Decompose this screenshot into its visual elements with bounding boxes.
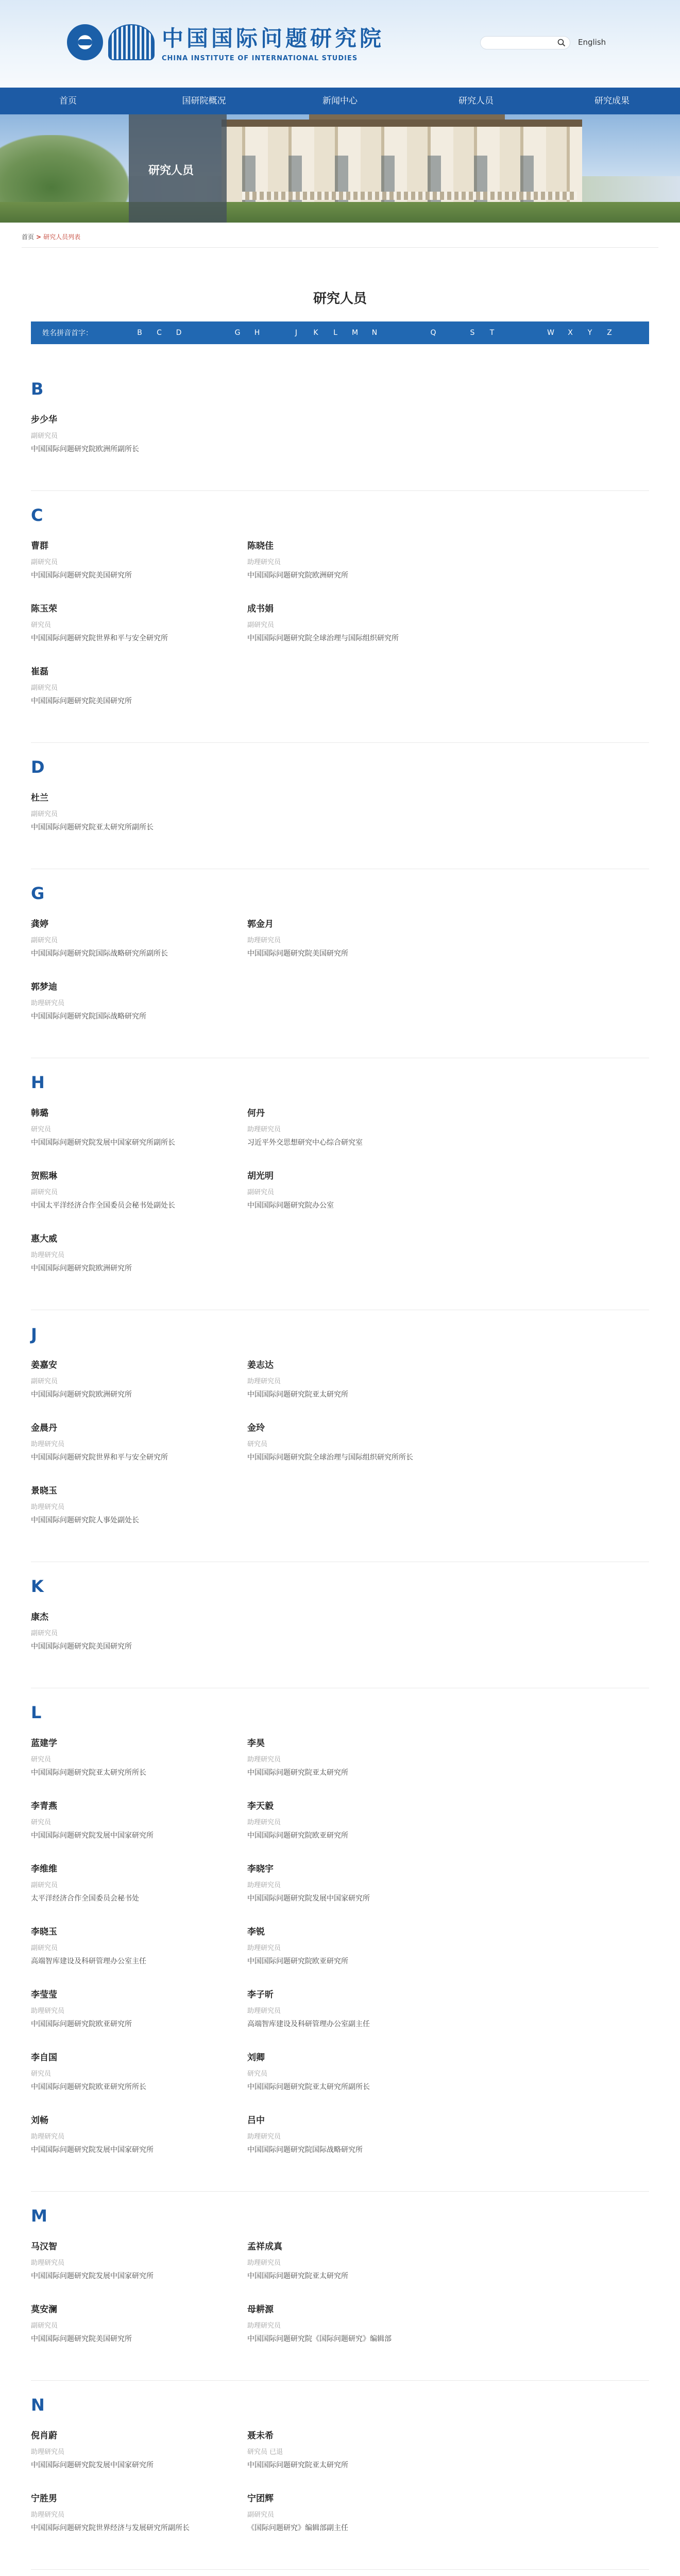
section-letter: C: [31, 505, 43, 525]
researcher-name[interactable]: 母耕源: [247, 2304, 274, 2315]
letter-section-h: [31, 1058, 649, 1310]
researcher-title: 助理研究员: [247, 2322, 281, 2330]
researcher-card[interactable]: [31, 538, 247, 581]
letter-section-m: [31, 2192, 649, 2381]
banner-title: 研究人员: [148, 164, 194, 177]
researcher-card[interactable]: [247, 1358, 464, 1400]
alphabet-letter-g[interactable]: G: [234, 329, 241, 337]
section-letter: M: [31, 2206, 47, 2226]
researcher-department: 中国国际问题研究院亚太研究所副所长: [247, 2083, 370, 2091]
researcher-name[interactable]: 惠大威: [31, 1234, 57, 1244]
researcher-title: 助理研究员: [31, 2511, 65, 2519]
researcher-department: 中国国际问题研究院亚太研究所: [247, 2461, 348, 2469]
researcher-department: 中国国际问题研究院国际战略研究所副所长: [31, 950, 168, 958]
alphabet-letter-h[interactable]: H: [254, 329, 260, 337]
researcher-title: 副研究员: [31, 1882, 58, 1889]
section-letter: H: [31, 1073, 45, 1092]
researcher-name[interactable]: 李晓玉: [31, 1927, 57, 1937]
researcher-card[interactable]: [247, 2113, 464, 2155]
researcher-department: 中国国际问题研究院美国研究所: [31, 2335, 132, 2343]
letter-section-b: [31, 365, 649, 491]
researcher-name[interactable]: 金晨丹: [31, 1423, 57, 1433]
nav-about[interactable]: 国研院概况: [182, 96, 226, 106]
alphabet-letter-s[interactable]: S: [470, 329, 475, 337]
researcher-card[interactable]: [31, 917, 247, 959]
letter-section-l: [31, 1688, 649, 2192]
logo-text-en: CHINA INSTITUTE OF INTERNATIONAL STUDIES: [162, 55, 358, 62]
letter-section-k: [31, 1562, 649, 1688]
researcher-name[interactable]: 崔磊: [31, 667, 48, 677]
researcher-title: 研究员: [31, 2070, 52, 2078]
researcher-department: 中国国际问题研究院发展中国家研究所副所长: [31, 1139, 175, 1147]
researcher-name[interactable]: 成书娟: [247, 604, 274, 614]
letter-section-j: [31, 1310, 649, 1562]
researcher-card[interactable]: [31, 412, 247, 454]
researcher-department: 中国国际问题研究院发展中国家研究所: [31, 2461, 154, 2469]
researcher-name[interactable]: 杜兰: [31, 793, 48, 803]
researcher-card[interactable]: [31, 601, 247, 643]
researcher-title: 助理研究员: [31, 1440, 65, 1448]
researcher-title: 副研究员: [31, 1189, 58, 1196]
researcher-title: 副研究员: [31, 432, 58, 440]
alphabet-letter-m[interactable]: M: [351, 329, 359, 337]
researcher-card[interactable]: [247, 1168, 464, 1211]
researcher-card[interactable]: [31, 2491, 247, 2533]
banner-image: [0, 114, 680, 223]
alphabet-letter-k[interactable]: K: [313, 329, 318, 337]
researcher-title: 助理研究员: [247, 937, 281, 944]
researcher-department: 中国国际问题研究院美国研究所: [31, 571, 132, 580]
researcher-department: 中国国际问题研究院亚太研究所所长: [31, 1769, 146, 1777]
researcher-name[interactable]: 李莹莹: [31, 1990, 57, 2000]
researcher-card[interactable]: [31, 979, 247, 1022]
researcher-title: 助理研究员: [31, 2259, 65, 2267]
alphabet-letter-n[interactable]: N: [371, 329, 378, 337]
researcher-card[interactable]: [31, 1106, 247, 1148]
researcher-name[interactable]: 刘卿: [247, 2053, 265, 2063]
researcher-title: 副研究员: [247, 2511, 275, 2519]
alphabet-letter-t[interactable]: T: [489, 329, 495, 337]
researcher-title: 副研究员: [31, 2322, 58, 2330]
researcher-title: 助理研究员: [247, 2133, 281, 2141]
alphabet-letter-z[interactable]: Z: [607, 329, 612, 337]
researcher-department: 中国国际问题研究院亚太研究所: [247, 2272, 348, 2280]
researcher-department: 中国国际问题研究院人事处副处长: [31, 1516, 139, 1524]
researcher-list: [31, 365, 649, 2576]
researcher-card[interactable]: [247, 917, 464, 959]
researcher-department: 中国国际问题研究院办公室: [247, 1201, 334, 1210]
researcher-department: 中国国际问题研究院国际战略研究所: [247, 2146, 363, 2154]
researcher-name[interactable]: 宁团辉: [247, 2494, 274, 2504]
researcher-department: 《国际问题研究》编辑部副主任: [247, 2524, 348, 2532]
researcher-department: 中国国际问题研究院欧洲所副所长: [31, 445, 139, 453]
researcher-title: 助理研究员: [247, 2259, 281, 2267]
researcher-department: 太平洋经济合作全国委员会秘书处: [31, 1894, 139, 1903]
researcher-title: 助理研究员: [247, 558, 281, 566]
researcher-card[interactable]: [31, 1924, 247, 1967]
researcher-department: 中国国际问题研究院发展中国家研究所: [31, 2272, 154, 2280]
researcher-department: 高端智库建设及科研管理办公室副主任: [247, 2020, 370, 2028]
main-nav: [0, 88, 680, 114]
letter-section-c: [31, 491, 649, 743]
researcher-title: 副研究员: [31, 810, 58, 818]
researcher-name[interactable]: 李子昕: [247, 1990, 274, 2000]
breadcrumb: [0, 232, 680, 242]
site-header: [0, 0, 680, 88]
researcher-card[interactable]: [247, 1420, 464, 1463]
researcher-card[interactable]: [247, 2428, 464, 2470]
section-letter: N: [31, 2395, 45, 2415]
researcher-card[interactable]: [247, 1106, 464, 1148]
banner-title-block: [129, 114, 227, 223]
researcher-name[interactable]: 郭梦迪: [31, 982, 57, 992]
researcher-card[interactable]: [31, 1231, 247, 1274]
section-letter: D: [31, 757, 45, 777]
researcher-title: 助理研究员: [31, 999, 65, 1007]
researcher-name[interactable]: 倪肖蔚: [31, 2431, 57, 2441]
breadcrumb-current: 研究人员列表: [43, 233, 81, 241]
alphabet-letter-l[interactable]: L: [333, 329, 337, 337]
section-letter: B: [31, 379, 44, 399]
nav-news[interactable]: 新闻中心: [322, 96, 358, 106]
researcher-card[interactable]: [247, 1736, 464, 1778]
researcher-card[interactable]: [31, 790, 247, 833]
researcher-name[interactable]: 金玲: [247, 1423, 265, 1433]
researcher-title: 副研究员: [247, 1189, 275, 1196]
researcher-title: 助理研究员: [31, 1503, 65, 1511]
researcher-name[interactable]: 李维维: [31, 1864, 57, 1874]
researcher-card[interactable]: [247, 601, 464, 643]
researcher-card[interactable]: [247, 2302, 464, 2344]
researcher-name[interactable]: 郭金月: [247, 919, 274, 929]
divider: [22, 247, 658, 248]
researcher-card[interactable]: [31, 2113, 247, 2155]
researcher-title: 研究员 已退: [247, 2448, 283, 2456]
researcher-card[interactable]: [31, 1799, 247, 1841]
search-input[interactable]: [487, 37, 559, 49]
researcher-title: 助理研究员: [31, 1251, 65, 1259]
nav-researchers[interactable]: 研究人员: [458, 96, 494, 106]
researcher-card[interactable]: [31, 1483, 247, 1526]
researcher-name[interactable]: 姜志达: [247, 1360, 274, 1370]
researcher-title: 助理研究员: [31, 2133, 65, 2141]
researcher-name[interactable]: 聂未希: [247, 2431, 274, 2441]
nav-home[interactable]: 首页: [59, 96, 77, 106]
alphabet-letter-q[interactable]: Q: [430, 329, 436, 337]
researcher-department: 中国国际问题研究院亚太研究所副所长: [31, 823, 154, 832]
search-box: [480, 36, 570, 49]
researcher-card[interactable]: [31, 2428, 247, 2470]
alphabet-filter-label: 姓名拼音首字：: [42, 329, 93, 337]
researcher-title: 副研究员: [31, 1944, 58, 1952]
researcher-name[interactable]: 韩璐: [31, 1108, 48, 1118]
search-icon[interactable]: [557, 39, 566, 47]
researcher-card[interactable]: [247, 2491, 464, 2533]
researcher-department: 中国国际问题研究院欧亚研究所: [247, 1957, 348, 1965]
researcher-card[interactable]: [31, 1168, 247, 1211]
researcher-card[interactable]: [31, 2239, 247, 2281]
researcher-title: 研究员: [31, 1819, 52, 1826]
researcher-name[interactable]: 李锐: [247, 1927, 265, 1937]
researcher-title: 助理研究员: [247, 1378, 281, 1385]
researcher-department: 中国国际问题研究院欧洲研究所: [31, 1391, 132, 1399]
english-link[interactable]: English: [578, 38, 606, 47]
researcher-name[interactable]: 李晓宇: [247, 1864, 274, 1874]
researcher-department: 中国国际问题研究院世界经济与发展研究所副所长: [31, 2524, 190, 2532]
logo-text-cn: 中国国际问题研究院: [162, 26, 385, 51]
researcher-card[interactable]: [247, 2239, 464, 2281]
researcher-name[interactable]: 龚婷: [31, 919, 48, 929]
researcher-department: 中国国际问题研究院发展中国家研究所: [31, 1832, 154, 1840]
alphabet-letter-j[interactable]: J: [295, 329, 298, 337]
researcher-name[interactable]: 步少华: [31, 415, 57, 425]
alphabet-letter-b[interactable]: B: [137, 329, 142, 337]
researcher-card[interactable]: [247, 2050, 464, 2092]
researcher-title: 副研究员: [31, 1378, 58, 1385]
section-letter: K: [31, 1577, 44, 1596]
researcher-name[interactable]: 李青燕: [31, 1801, 57, 1811]
researcher-title: 研究员: [31, 1756, 52, 1764]
letter-section-d: [31, 743, 649, 869]
alphabet-letter-y[interactable]: Y: [587, 329, 592, 337]
researcher-department: 中国国际问题研究院欧洲研究所: [247, 571, 348, 580]
researcher-name[interactable]: 贺熙琳: [31, 1171, 57, 1181]
researcher-name[interactable]: 李昊: [247, 1738, 265, 1749]
researcher-department: 中国国际问题研究院欧亚研究所: [247, 1832, 348, 1840]
researcher-title: 副研究员: [31, 937, 58, 944]
breadcrumb-separator: >: [36, 233, 42, 241]
researcher-title: 助理研究员: [247, 1882, 281, 1889]
researcher-card[interactable]: [31, 1861, 247, 1904]
researcher-title: 助理研究员: [247, 2007, 281, 2015]
section-letter: G: [31, 884, 45, 903]
researcher-department: 中国国际问题研究院美国研究所: [31, 697, 132, 705]
researcher-card[interactable]: [31, 1420, 247, 1463]
section-letter: J: [31, 1325, 37, 1344]
page-title: 研究人员: [313, 291, 367, 307]
section-letter: L: [31, 1703, 42, 1722]
researcher-title: 助理研究员: [247, 1944, 281, 1952]
seal-icon: [67, 24, 103, 60]
researcher-name[interactable]: 孟祥成真: [247, 2242, 282, 2252]
researcher-department: 中国国际问题研究院亚太研究所: [247, 1391, 348, 1399]
researcher-department: 中国国际问题研究院美国研究所: [31, 1642, 132, 1651]
researcher-department: 中国国际问题研究院发展中国家研究所: [247, 1894, 370, 1903]
researcher-name[interactable]: 姜嘉安: [31, 1360, 57, 1370]
researcher-title: 副研究员: [247, 621, 275, 629]
researcher-card[interactable]: [247, 1799, 464, 1841]
researcher-title: 助理研究员: [247, 1819, 281, 1826]
researcher-department: 中国国际问题研究院欧亚研究所所长: [31, 2083, 146, 2091]
researcher-name[interactable]: 李自国: [31, 2053, 57, 2063]
researcher-card[interactable]: [247, 538, 464, 581]
researcher-department: 中国国际问题研究院欧洲研究所: [31, 1264, 132, 1273]
letter-section-q: [31, 2570, 649, 2576]
nav-publications[interactable]: 研究成果: [594, 96, 630, 106]
researcher-name[interactable]: 康杰: [31, 1612, 48, 1622]
researcher-card[interactable]: [31, 2050, 247, 2092]
alphabet-letter-w[interactable]: W: [547, 329, 554, 337]
researcher-card[interactable]: [31, 1987, 247, 2029]
researcher-name[interactable]: 何丹: [247, 1108, 265, 1118]
researcher-card[interactable]: [31, 1736, 247, 1778]
researcher-title: 助理研究员: [247, 1756, 281, 1764]
researcher-title: 副研究员: [31, 1630, 58, 1637]
breadcrumb-home[interactable]: 首页: [22, 233, 35, 241]
researcher-name[interactable]: 莫安澜: [31, 2304, 57, 2315]
researcher-title: 副研究员: [31, 558, 58, 566]
researcher-title: 副研究员: [31, 684, 58, 692]
researcher-card[interactable]: [31, 1358, 247, 1400]
emblem-icon: [108, 24, 155, 60]
researcher-title: 研究员: [247, 2070, 268, 2078]
letter-section-g: [31, 869, 649, 1058]
researcher-department: 高端智库建设及科研管理办公室主任: [31, 1957, 146, 1965]
researcher-name[interactable]: 吕中: [247, 2115, 265, 2126]
researcher-name[interactable]: 蓝建学: [31, 1738, 57, 1749]
letter-section-n: [31, 2381, 649, 2570]
researcher-department: 中国国际问题研究院国际战略研究所: [31, 1012, 146, 1021]
researcher-department: 中国国际问题研究院世界和平与安全研究所: [31, 1453, 168, 1462]
researcher-card[interactable]: [31, 1609, 247, 1652]
researcher-department: 中国国际问题研究院美国研究所: [247, 950, 348, 958]
researcher-department: 中国国际问题研究院发展中国家研究所: [31, 2146, 154, 2154]
researcher-title: 研究员: [247, 1440, 268, 1448]
researcher-department: 习近平外交思想研究中心综合研究室: [247, 1139, 363, 1147]
researcher-title: 助理研究员: [247, 1126, 281, 1133]
alphabet-letter-d[interactable]: D: [176, 329, 182, 337]
alphabet-letter-x[interactable]: X: [568, 329, 573, 337]
researcher-department: 中国太平洋经济合作全国委员会秘书处副处长: [31, 1201, 175, 1210]
researcher-name[interactable]: 陈晓佳: [247, 541, 274, 551]
researcher-card[interactable]: [31, 664, 247, 706]
researcher-name[interactable]: 景晓玉: [31, 1486, 57, 1496]
researcher-name[interactable]: 李天毅: [247, 1801, 274, 1811]
researcher-department: 中国国际问题研究院欧亚研究所: [31, 2020, 132, 2028]
alphabet-filter-bar: [31, 321, 649, 344]
researcher-card[interactable]: [247, 1924, 464, 1967]
researcher-name[interactable]: 胡光明: [247, 1171, 274, 1181]
researcher-card[interactable]: [247, 1861, 464, 1904]
researcher-card[interactable]: [247, 1987, 464, 2029]
researcher-name[interactable]: 陈玉荣: [31, 604, 57, 614]
site-logo[interactable]: [67, 22, 384, 62]
researcher-department: 中国国际问题研究院亚太研究所: [247, 1769, 348, 1777]
researcher-department: 中国国际问题研究院全球治理与国际组织研究所所长: [247, 1453, 413, 1462]
researcher-title: 助理研究员: [31, 2007, 65, 2015]
researcher-card[interactable]: [31, 2302, 247, 2344]
researcher-title: 助理研究员: [31, 2448, 65, 2456]
researcher-name[interactable]: 曹群: [31, 541, 48, 551]
researcher-name[interactable]: 马汉智: [31, 2242, 57, 2252]
researcher-department: 中国国际问题研究院《国际问题研究》编辑部: [247, 2335, 392, 2343]
researcher-name[interactable]: 刘畅: [31, 2115, 48, 2126]
researcher-name[interactable]: 宁胜男: [31, 2494, 57, 2504]
researcher-department: 中国国际问题研究院世界和平与安全研究所: [31, 634, 168, 642]
alphabet-letter-c[interactable]: C: [157, 329, 162, 337]
researcher-title: 研究员: [31, 621, 52, 629]
researcher-department: 中国国际问题研究院全球治理与国际组织研究所: [247, 634, 399, 642]
researcher-title: 研究员: [31, 1126, 52, 1133]
